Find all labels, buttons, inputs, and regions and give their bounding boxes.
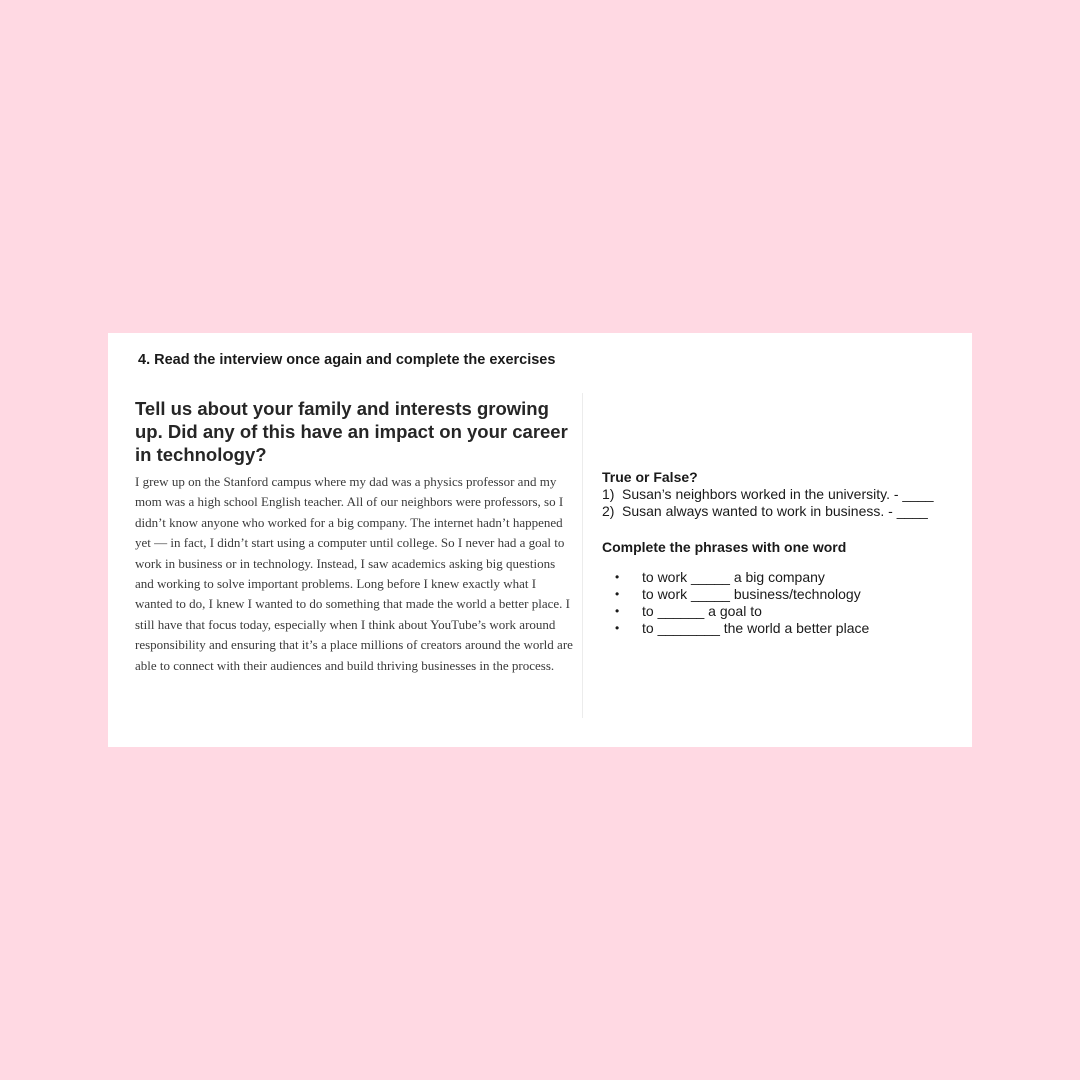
item-number: 2) [602,503,615,519]
phrase-list [602,569,962,637]
phrase-item [602,586,962,603]
true-false-item [602,503,962,520]
phrase-text: to work _____ business/technology [642,586,861,602]
true-false-title: True or False? [602,469,698,485]
phrase-text: to ______ a goal to [642,603,762,619]
exercises-panel [602,469,962,637]
phrase-item [602,603,962,620]
interview-answer: I grew up on the Stanford campus where my dad was a physics professor and my mom was a high school English teacher. All of our neighbors were professors, so I didn’t know anyone who worked for a big company. The internet hadn’t happened yet — in fact, I didn’t start using a computer until college. So I never had a goal to work in business or in technology. Instead, I saw academics asking big questions and working to solve important problems. Long before I knew exactly what I wanted to do, I knew I wanted to do something that made the world a better place. I still have that focus today, especially when I think about YouTube’s work around responsibility and ensuring that it’s a place millions of creators around the world are able to connect with their audiences and build thriving businesses in the process. [135,474,573,673]
phrase-text: to work _____ a big company [642,569,825,585]
bullet-icon: • [615,570,620,584]
column-divider [582,393,583,718]
complete-phrases-title: Complete the phrases with one word [602,539,847,555]
item-text: Susan always wanted to work in business. - ____ [622,503,928,519]
exercise-heading: 4. Read the interview once again and complete the exercises [138,352,556,368]
bullet-icon: • [615,621,620,635]
interview-excerpt [135,397,575,676]
interview-question: Tell us about your family and interests growing up. Did any of this have an impact on your career in technology? [135,398,568,465]
bullet-icon: • [615,587,620,601]
true-false-item [602,486,962,503]
worksheet-card [108,333,972,747]
item-text: Susan’s neighbors worked in the university. - ____ [622,486,934,502]
phrase-item [602,569,962,586]
item-number: 1) [602,486,615,502]
bullet-icon: • [615,604,620,618]
phrase-text: to ________ the world a better place [642,620,870,636]
phrase-item [602,620,962,637]
